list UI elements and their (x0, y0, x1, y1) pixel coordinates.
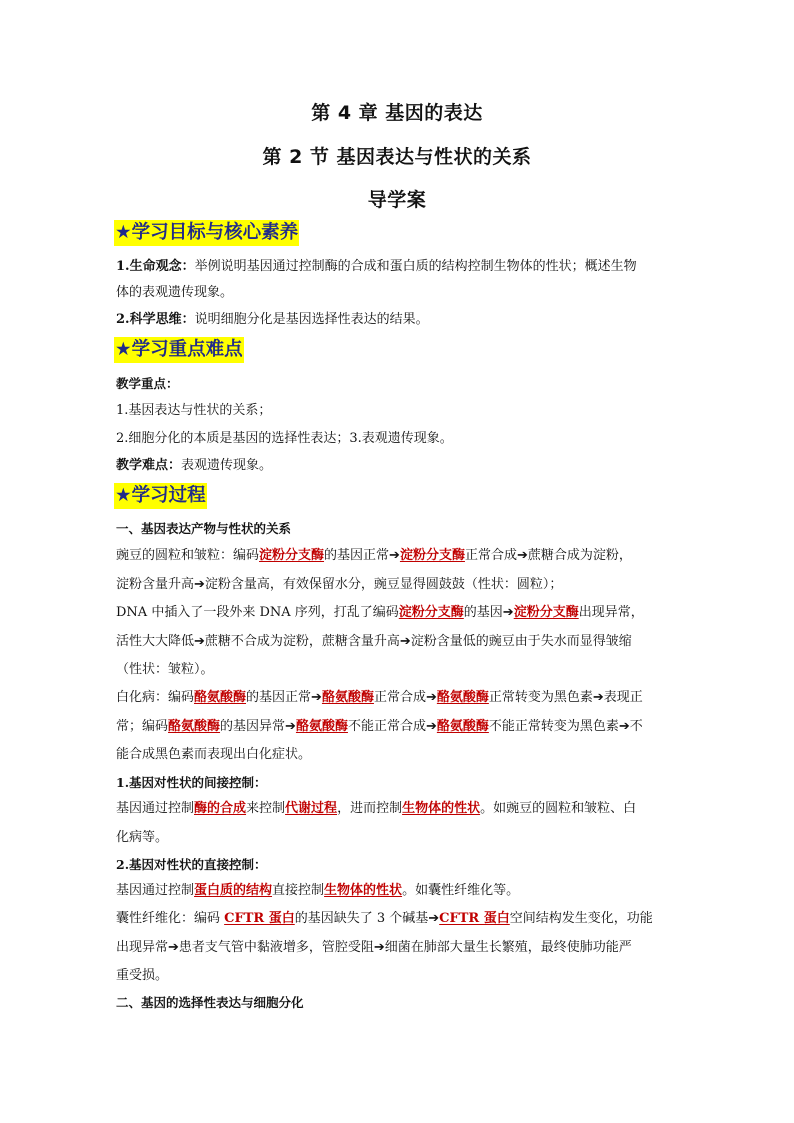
keyword-starch-enzyme: 淀粉分支酶 (259, 548, 325, 563)
keyword-enzyme-synthesis: 酶的合成 (194, 801, 247, 816)
text-run: 直接控制 (272, 883, 325, 898)
text-run: 出现异常， (578, 605, 644, 620)
albinism-line-3: 能合成黑色素而表现出白化症状。 (116, 747, 312, 762)
text-run: 正常合成➔蔗糖合成为淀粉， (464, 548, 632, 563)
text-run: 空间结构发生变化，功能 (509, 911, 653, 926)
albinism-line-1 (116, 690, 643, 706)
keyword-protein-structure: 蛋白质的结构 (194, 883, 273, 898)
chapter-title: 第 4 章 基因的表达 (311, 102, 483, 124)
keyword-trait: 生物体的性状 (402, 801, 481, 816)
text-run: 不能正常转变为黑色素➔不 (488, 719, 643, 734)
keyword-starch-enzyme: 淀粉分支酶 (398, 605, 464, 620)
goal-2-text: 说明细胞分化是基因选择性表达的结果。 (194, 312, 429, 327)
text-run: 常；编码 (116, 719, 169, 734)
keyword-tyrosinase: 酪氨酸酶 (436, 719, 489, 734)
keyword-starch-enzyme: 淀粉分支酶 (513, 605, 579, 620)
text-run: 囊性纤维化：编码 (116, 911, 225, 926)
keyword-metabolism: 代谢过程 (285, 801, 338, 816)
text-run: 白化病：编码 (116, 690, 195, 705)
part2-title: 二、基因的选择性表达与细胞分化 (116, 995, 304, 1010)
text-run: 来控制 (246, 801, 286, 816)
text-run: 的基因缺失了 3 个碱基➔ (294, 911, 440, 926)
text-run: 正常合成➔ (373, 690, 437, 705)
text-run: 。如囊性纤维化等。 (402, 883, 520, 898)
process-heading: ★学习过程 (114, 483, 207, 509)
section-title: 第 2 节 基因表达与性状的关系 (262, 146, 532, 168)
keyword-tyrosinase: 酪氨酸酶 (436, 690, 489, 705)
keyword-tyrosinase: 酪氨酸酶 (321, 690, 374, 705)
dna-line-1 (116, 605, 644, 621)
dna-line-3: （性状：皱粒）。 (116, 662, 214, 677)
goal-2 (116, 312, 429, 328)
text-run: DNA 中插入了一段外来 DNA 序列，打乱了编码 (116, 605, 399, 620)
keyword-tyrosinase: 酪氨酸酶 (168, 719, 221, 734)
goals-heading: ★学习目标与核心素养 (114, 220, 299, 246)
text-run: 的基因异常➔ (220, 719, 296, 734)
cf-line-3: 重受损。 (116, 968, 169, 983)
difficulty-text: 表观遗传现象。 (181, 458, 273, 473)
keyword-trait: 生物体的性状 (324, 883, 403, 898)
keyword-tyrosinase: 酪氨酸酶 (295, 719, 348, 734)
text-run: 不能正常合成➔ (347, 719, 437, 734)
text-run: 豌豆的圆粒和皱粒：编码 (116, 548, 260, 563)
cf-line-2: 出现异常➔患者支气管中黏液增多，管腔受阻➔细菌在肺部大量生长繁殖，最终使肺功能严 (116, 940, 632, 955)
text-run: 基因通过控制 (116, 883, 195, 898)
indirect-control-heading: 1.基因对性状的间接控制： (116, 775, 267, 790)
goal-1-cont: 体的表观遗传现象。 (116, 285, 234, 300)
pea-line-2: 淀粉含量升高➔淀粉含量高，有效保留水分，豌豆显得圆鼓鼓（性状：圆粒）； (116, 577, 563, 592)
direct-line-1 (116, 883, 519, 899)
difficulty-label: 教学难点： (116, 458, 182, 473)
indirect-line-2: 化病等。 (116, 830, 169, 845)
keyword-tyrosinase: 酪氨酸酶 (194, 690, 247, 705)
text-run: 的基因➔ (463, 605, 514, 620)
text-run: 。如豌豆的圆粒和皱粒、白 (480, 801, 637, 816)
keypoints-heading: ★学习重点难点 (114, 337, 244, 363)
goal-2-label: 2.科学思维： (116, 312, 195, 327)
doc-type-title: 导学案 (367, 189, 427, 211)
keyword-cftr: CFTR 蛋白 (224, 911, 295, 926)
focus-2: 2.细胞分化的本质是基因的选择性表达；3.表观遗传现象。 (116, 431, 453, 446)
goal-1-text: 举例说明基因通过控制酶的合成和蛋白质的结构控制生物体的性状；概述生物 (194, 259, 637, 274)
keyword-cftr: CFTR 蛋白 (439, 911, 510, 926)
difficulty (116, 458, 272, 474)
albinism-line-2 (116, 719, 643, 735)
goal-1-label: 1.生命观念： (116, 259, 195, 274)
dna-line-2: 活性大大降低➔蔗糖不合成为淀粉，蔗糖含量升高➔淀粉含量低的豌豆由于失水而显得皱缩 (116, 634, 632, 649)
text-run: ，进而控制 (337, 801, 403, 816)
focus-label: 教学重点： (116, 376, 179, 391)
indirect-line-1 (116, 801, 636, 817)
pea-line-1 (116, 548, 632, 564)
part1-title: 一、基因表达产物与性状的关系 (116, 521, 292, 536)
text-run: 的基因正常➔ (324, 548, 400, 563)
text-run: 的基因正常➔ (246, 690, 322, 705)
direct-control-heading: 2.基因对性状的直接控制： (116, 857, 267, 872)
text-run: 正常转变为黑色素➔表现正 (488, 690, 643, 705)
keyword-starch-enzyme: 淀粉分支酶 (399, 548, 465, 563)
focus-1: 1.基因表达与性状的关系； (116, 403, 272, 418)
cf-line-1 (116, 911, 653, 927)
goal-1 (116, 259, 637, 275)
text-run: 基因通过控制 (116, 801, 195, 816)
